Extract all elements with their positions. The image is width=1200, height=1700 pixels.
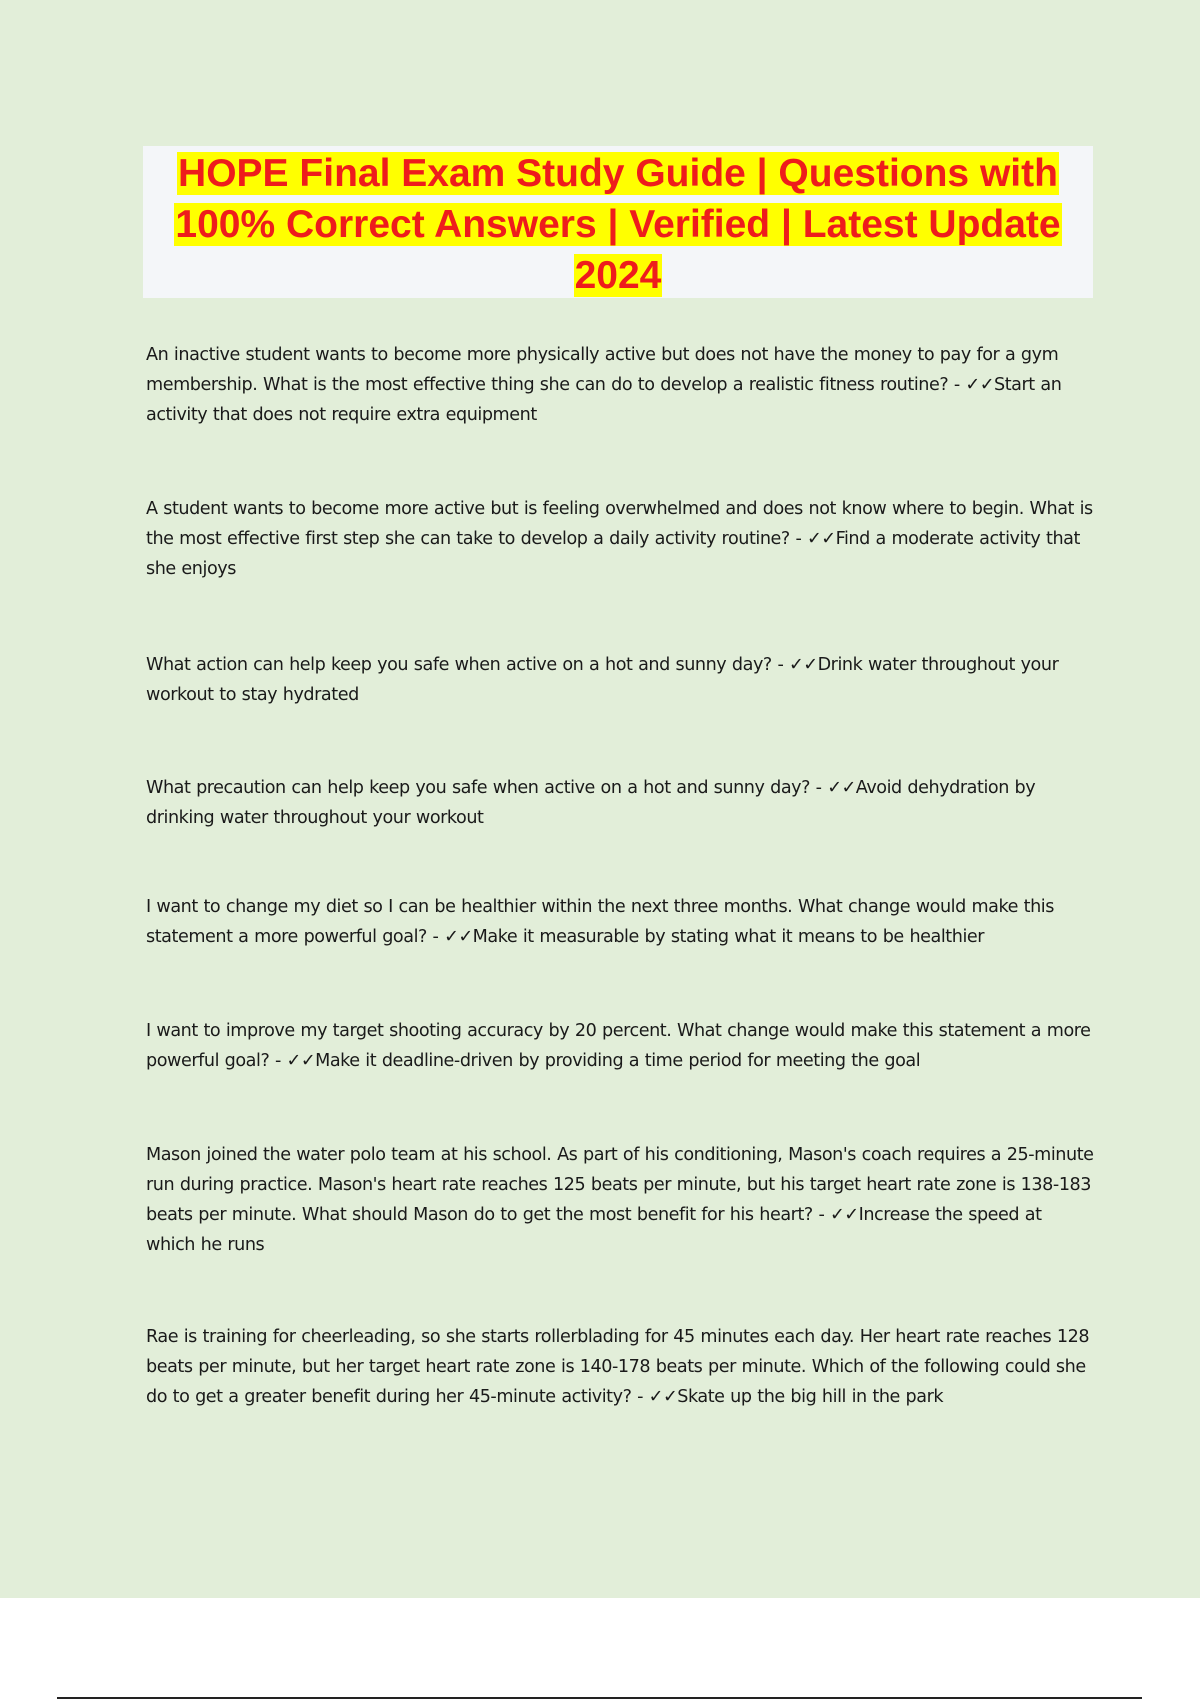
- answer-text: ✓✓Find a moderate activity that she enjoys: [146, 529, 1080, 579]
- qa-item-6: [146, 1016, 1096, 1076]
- qa-item-3: [146, 650, 1096, 710]
- question-text: I want to improve my target shooting accuracy by 20 percent. What change would make this statement a more powerful goal? -: [146, 1021, 1091, 1071]
- answer-text: ✓✓Make it measurable by stating what it means to be healthier: [444, 927, 985, 947]
- qa-item-7: [146, 1140, 1096, 1260]
- question-text: A student wants to become more active but is feeling overwhelmed and does not know where to begin. What is the most effective first step she can take to develop a daily activity routine? -: [146, 499, 1093, 549]
- question-text: What precaution can help keep you safe when active on a hot and sunny day? -: [146, 778, 828, 798]
- answer-text: ✓✓Start an activity that does not require extra equipment: [146, 375, 1062, 425]
- question-text: Rae is training for cheerleading, so she starts rollerblading for 45 minutes each day. Her heart rate reaches 128 beats per minute, but her target heart rate zone is 140-178 beats per minute. Which of the following could she do to get a greater benefit during her 45-minute activity? -: [146, 1327, 1090, 1407]
- answer-text: ✓✓Avoid dehydration by drinking water throughout your workout: [146, 778, 1036, 828]
- document-title: [143, 148, 1093, 301]
- title-banner: [143, 146, 1093, 298]
- answer-text: ✓✓Drink water throughout your workout to stay hydrated: [146, 655, 1059, 705]
- footer-rule: [57, 1697, 1142, 1699]
- question-text: An inactive student wants to become more physically active but does not have the money to pay for a gym membership. What is the most effective thing she can do to develop a realistic fitness routine? -: [146, 345, 1059, 395]
- qa-item-5: [146, 892, 1096, 952]
- question-text: What action can help keep you safe when active on a hot and sunny day? -: [146, 655, 789, 675]
- question-text: I want to change my diet so I can be healthier within the next three months. What change would make this statement a more powerful goal? -: [146, 897, 1054, 947]
- answer-text: ✓✓Skate up the big hill in the park: [648, 1387, 944, 1407]
- answer-text: ✓✓Make it deadline-driven by providing a time period for meeting the goal: [286, 1051, 921, 1071]
- document-title-text: HOPE Final Exam Study Guide | Questions with 100% Correct Answers | Verified | Latest Update 2024: [175, 152, 1061, 297]
- qa-item-4: [146, 773, 1096, 833]
- question-text: Mason joined the water polo team at his school. As part of his conditioning, Mason's coach requires a 25-minute run during practice. Mason's heart rate reaches 125 beats per minute, but his target heart rate zone is 138-183 beats per minute. What should Mason do to get the most benefit for his heart? -: [146, 1145, 1094, 1225]
- qa-item-8: [146, 1322, 1096, 1412]
- qa-item-1: [146, 340, 1096, 430]
- answer-text: ✓✓Increase the speed at which he runs: [146, 1205, 1042, 1255]
- qa-item-2: [146, 494, 1096, 584]
